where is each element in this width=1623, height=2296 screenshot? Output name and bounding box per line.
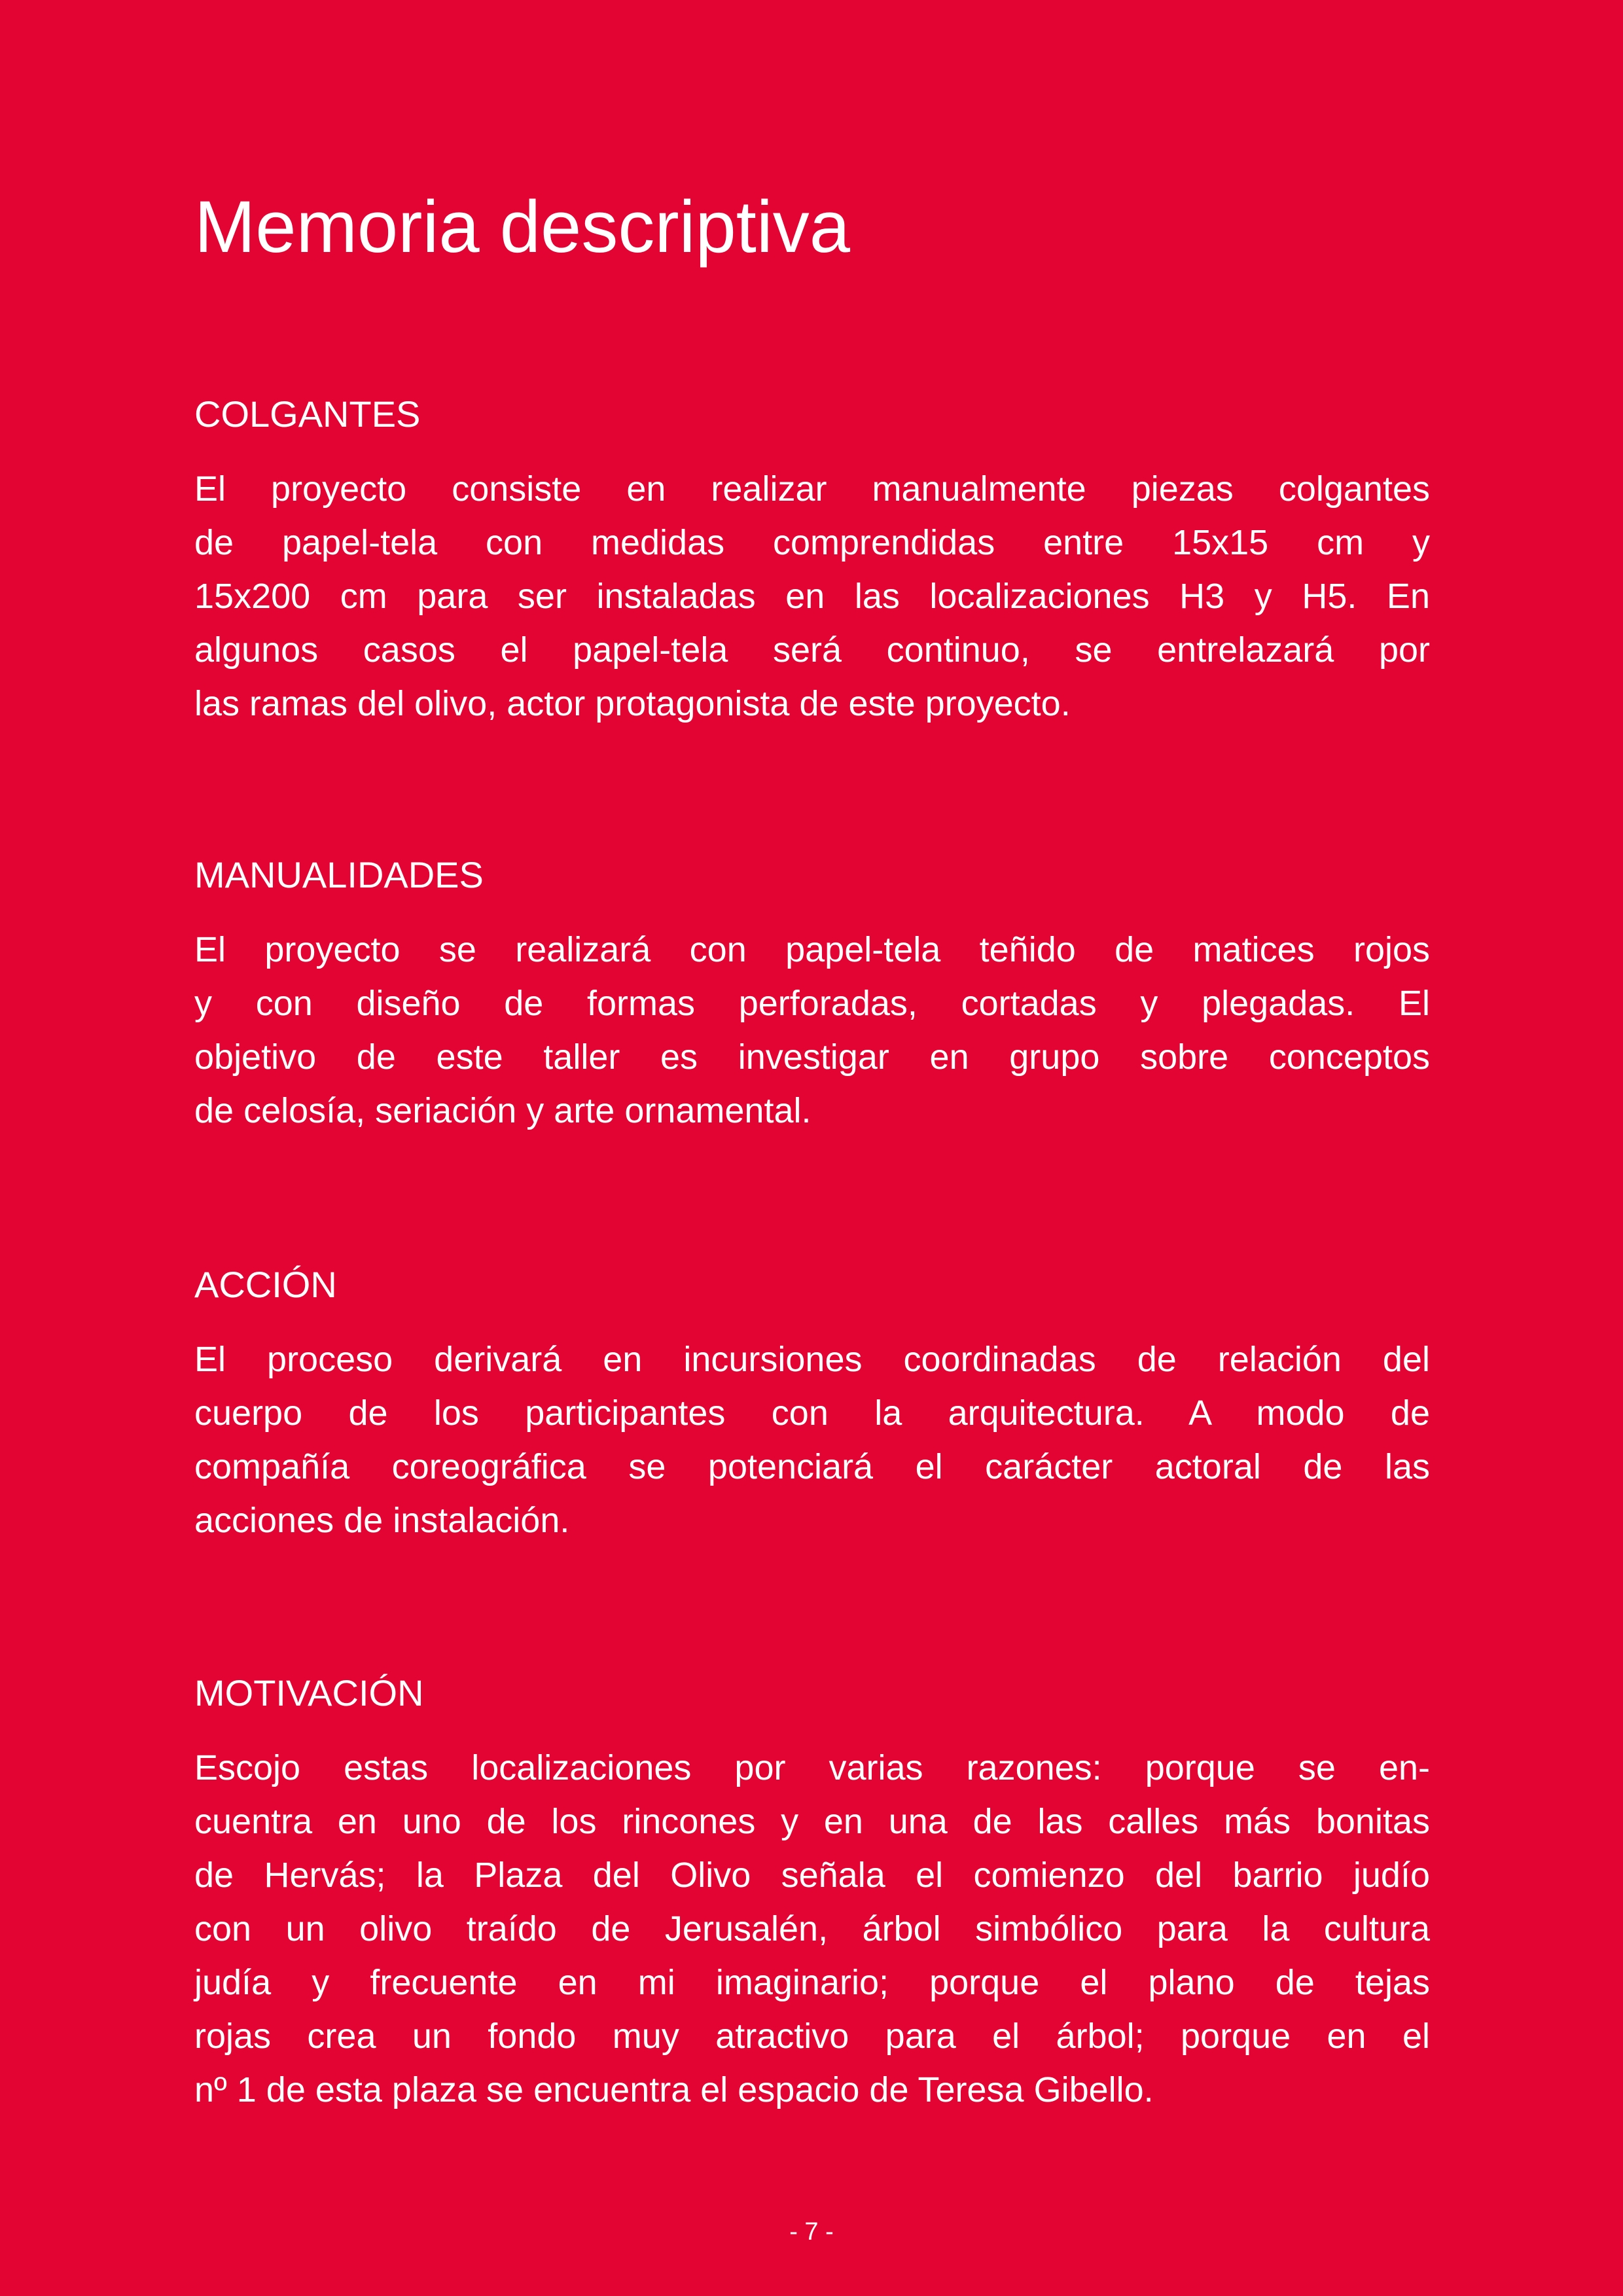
paragraph-line: compañía coreográfica se potenciará el carácter actoral de las [194,1447,1430,1486]
page-number: - 7 - [789,2218,834,2246]
paragraph-line: con un olivo traído de Jerusalén, árbol simbólico para la cultura [194,1909,1430,1948]
paragraph-line: El proyecto consiste en realizar manualmente piezas colgantes [194,469,1430,509]
paragraph-line: de celosía, seriación y arte ornamental. [194,1091,812,1130]
paragraph-line: 15x200 cm para ser instaladas en las localizaciones H3 y H5. En [194,577,1430,616]
paragraph-line: y con diseño de formas perforadas, cortadas y plegadas. El [194,984,1430,1023]
paragraph-line: de Hervás; la Plaza del Olivo señala el comienzo del barrio judío [194,1856,1430,1895]
section-paragraph [194,1741,1430,2117]
paragraph-line: rojas crea un fondo muy atractivo para el árbol; porque en el [194,2017,1430,2056]
section-heading: ACCIÓN [194,1264,337,1305]
paragraph-line: las ramas del olivo, actor protagonista de este proyecto. [194,684,1071,723]
paragraph-line: cuentra en uno de los rincones y en una de las calles más bonitas [194,1802,1430,1841]
section-accion [194,1258,1430,1547]
page-title: Memoria descriptiva [194,186,851,268]
section-heading: MOTIVACIÓN [194,1672,424,1713]
paragraph-line: objetivo de este taller es investigar en grupo sobre conceptos [194,1037,1430,1077]
paragraph-line: acciones de instalación. [194,1501,570,1540]
section-paragraph [194,1333,1430,1547]
section-motivacion [194,1666,1430,2117]
paragraph-line: nº 1 de esta plaza se encuentra el espacio de Teresa Gibello. [194,2070,1154,2109]
section-colgantes [194,387,1430,730]
paragraph-line: algunos casos el papel-tela será continuo, se entrelazará por [194,630,1430,670]
paragraph-line: El proceso derivará en incursiones coordinadas de relación del [194,1340,1430,1379]
paragraph-line: cuerpo de los participantes con la arquitectura. A modo de [194,1393,1430,1433]
paragraph-line: El proyecto se realizará con papel-tela teñido de matices rojos [194,930,1430,969]
section-paragraph [194,923,1430,1138]
section-manualidades [194,848,1430,1138]
paragraph-line: Escojo estas localizaciones por varias razones: porque se en- [194,1748,1430,1787]
paragraph-line: judía y frecuente en mi imaginario; porque el plano de tejas [194,1963,1430,2002]
section-heading: MANUALIDADES [194,854,484,895]
section-paragraph [194,462,1430,730]
section-heading: COLGANTES [194,393,421,435]
paragraph-line: de papel-tela con medidas comprendidas entre 15x15 cm y [194,523,1430,562]
